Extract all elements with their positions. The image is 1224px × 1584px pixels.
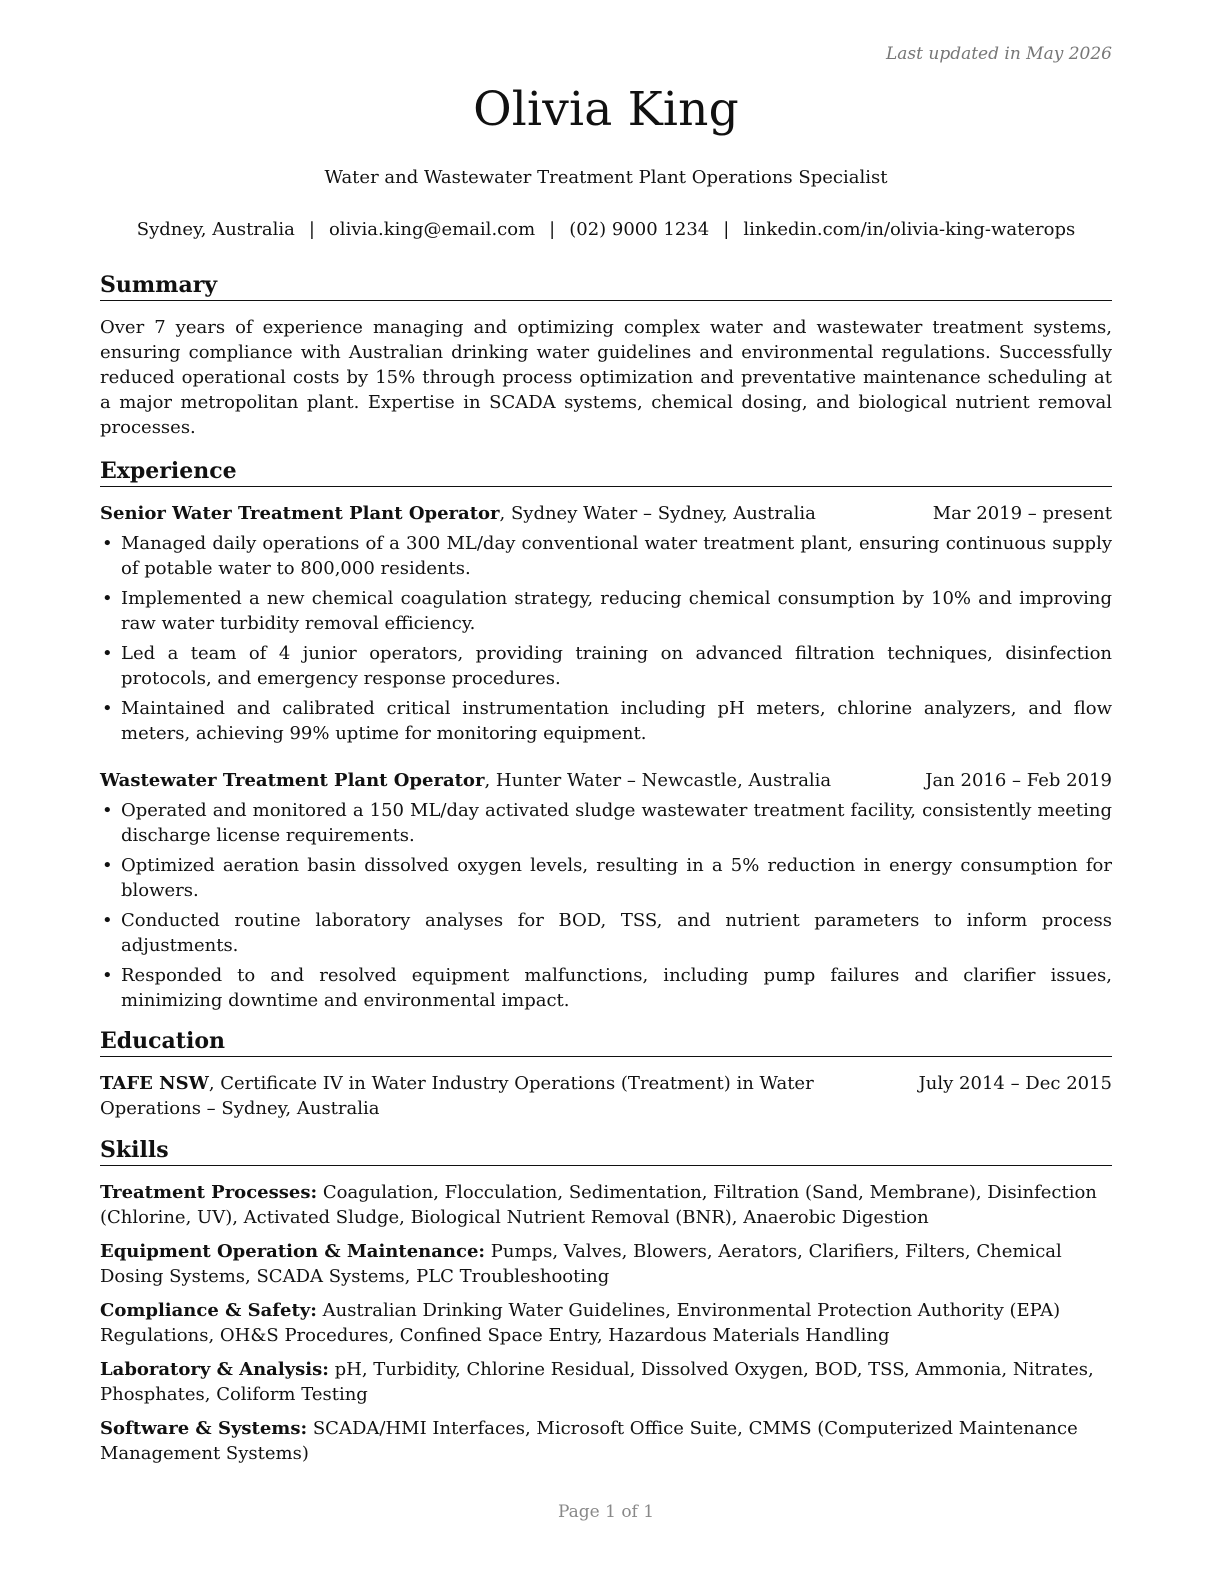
skill-text: pH, Turbidity, Chlorine Residual, Dissolved Oxygen, BOD, TSS, Ammonia, Nitrates, Phosphates, Coliform Testing	[100, 1359, 1094, 1405]
education-dates: July 2014 – Dec 2015	[918, 1073, 1112, 1094]
last-updated: Last updated in May 2026	[885, 44, 1112, 64]
skill-label: Software & Systems:	[100, 1418, 308, 1439]
skill-label: Treatment Processes:	[100, 1182, 318, 1203]
bullet-item: • Conducted routine laboratory analyses for BOD, TSS, and nutrient parameters to inform process adjustments.	[100, 908, 1112, 958]
skill-label: Equipment Operation & Maintenance:	[100, 1241, 486, 1262]
contact-linkedin[interactable]: linkedin.com/in/olivia-king-waterops	[743, 219, 1076, 240]
job-bullets	[100, 531, 1112, 746]
job-entry	[100, 768, 1112, 1013]
section-title-skills: Skills	[100, 1135, 1112, 1166]
summary-text: Over 7 years of experience managing and optimizing complex water and wastewater treatment systems, ensuring compliance with Australian drinking water guidelines and environmental regulations. Successfully reduced operational costs by 15% through process optimization and preventative maintenance scheduling at a major metropolitan plant. Expertise in SCADA systems, chemical dosing, and biological nutrient removal processes.	[100, 317, 1112, 438]
skill-text: Coagulation, Flocculation, Sedimentation, Filtration (Sand, Membrane), Disinfection (Chlorine, UV), Activated Sludge, Biological Nutrient Removal (BNR), Anaerobic Digestion	[100, 1182, 1097, 1228]
bullet-item: • Operated and monitored a 150 ML/day activated sludge wastewater treatment facility, consistently meeting discharge license requirements.	[100, 798, 1112, 848]
skill-text: SCADA/HMI Interfaces, Microsoft Office Suite, CMMS (Computerized Maintenance Management Systems)	[100, 1418, 1078, 1464]
education-detail: , Certificate IV in Water Industry Operations (Treatment) in Water Operations – Sydney, Australia	[100, 1073, 814, 1119]
section-title-education: Education	[100, 1026, 1112, 1057]
job-header	[100, 768, 1112, 793]
bullet-item: • Implemented a new chemical coagulation strategy, reducing chemical consumption by 10% and improving raw water turbidity removal efficiency.	[100, 586, 1112, 636]
job-dates: Mar 2019 – present	[932, 503, 1112, 524]
skill-row	[100, 1239, 1112, 1289]
skill-label: Compliance & Safety:	[100, 1300, 317, 1321]
skill-row	[100, 1416, 1112, 1466]
skill-text: Pumps, Valves, Blowers, Aerators, Clarifiers, Filters, Chemical Dosing Systems, SCADA Systems, PLC Troubleshooting	[100, 1241, 1062, 1287]
separator: |	[549, 219, 556, 240]
page-number: Page 1 of 1	[557, 1502, 655, 1522]
skill-text: Australian Drinking Water Guidelines, Environmental Protection Authority (EPA) Regulations, OH&S Procedures, Confined Space Entry, Hazardous Materials Handling	[100, 1300, 1061, 1346]
job-org: , Hunter Water – Newcastle, Australia	[484, 770, 832, 791]
bullet-item: • Managed daily operations of a 300 ML/day conventional water treatment plant, ensuring continuous supply of potable water to 800,000 residents.	[100, 531, 1112, 581]
resume-content	[100, 270, 1112, 1475]
job-dates: Jan 2016 – Feb 2019	[925, 770, 1112, 791]
contact-line	[100, 219, 1112, 240]
separator: |	[723, 219, 730, 240]
bullet-item: • Optimized aeration basin dissolved oxygen levels, resulting in a 5% reduction in energy consumption for blowers.	[100, 853, 1112, 903]
skill-label: Laboratory & Analysis:	[100, 1359, 329, 1380]
contact-phone[interactable]: (02) 9000 1234	[569, 219, 710, 240]
job-bullets	[100, 798, 1112, 1013]
skill-row	[100, 1180, 1112, 1230]
contact-email[interactable]: olivia.king@email.com	[328, 219, 536, 240]
skill-row	[100, 1298, 1112, 1348]
education-school: TAFE NSW	[100, 1073, 209, 1094]
skill-row	[100, 1357, 1112, 1407]
job-org: , Sydney Water – Sydney, Australia	[499, 503, 816, 524]
candidate-name: Olivia King	[473, 82, 739, 137]
bullet-item: • Led a team of 4 junior operators, providing training on advanced filtration techniques, disinfection protocols, and emergency response procedures.	[100, 641, 1112, 691]
section-title-experience: Experience	[100, 456, 1112, 487]
job-role: Senior Water Treatment Plant Operator	[100, 503, 500, 524]
bullet-item: • Maintained and calibrated critical instrumentation including pH meters, chlorine analyzers, and flow meters, achieving 99% uptime for monitoring equipment.	[100, 696, 1112, 746]
section-title-summary: Summary	[100, 270, 1112, 301]
contact-location: Sydney, Australia	[136, 219, 295, 240]
job-entry	[100, 501, 1112, 746]
separator: |	[308, 219, 315, 240]
job-role: Wastewater Treatment Plant Operator	[100, 770, 485, 791]
education-entry	[100, 1071, 1112, 1121]
bullet-item: • Responded to and resolved equipment malfunctions, including pump failures and clarifier issues, minimizing downtime and environmental impact.	[100, 963, 1112, 1013]
job-header	[100, 501, 1112, 526]
headline: Water and Wastewater Treatment Plant Operations Specialist	[324, 167, 888, 188]
